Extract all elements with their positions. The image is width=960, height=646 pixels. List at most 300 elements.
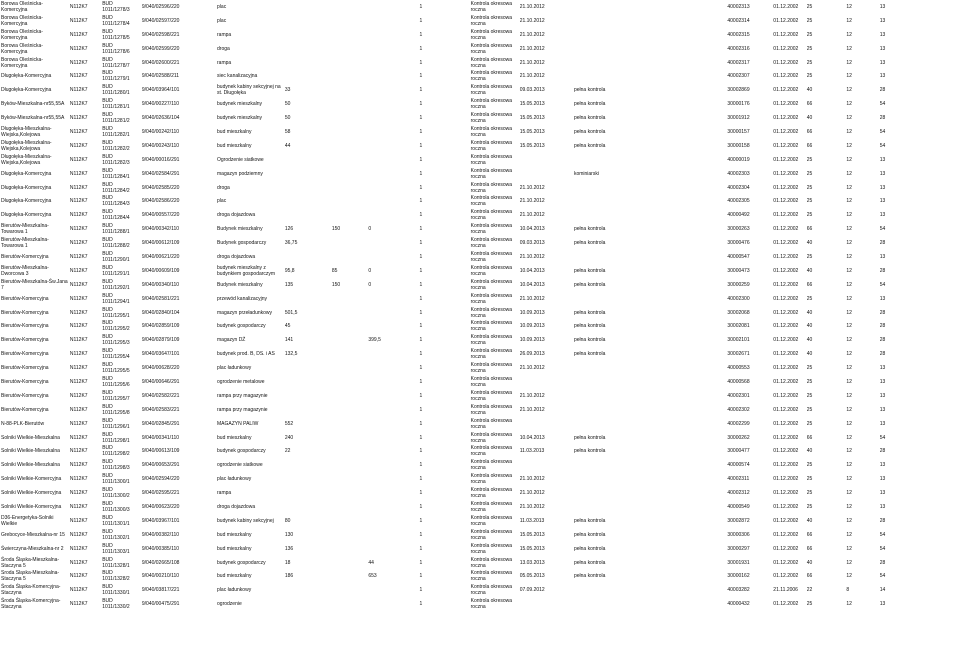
volume-cell <box>331 28 368 42</box>
area-cell: 80 <box>284 517 291 524</box>
inventory-number-cell: 9/040/00340/110 <box>141 281 180 288</box>
code-cell: N112K7 <box>69 476 88 483</box>
volume-cell <box>331 125 368 139</box>
description-cell: droga <box>217 45 230 52</box>
volume-cell <box>331 181 368 195</box>
bud-number-cell: BUD 1011/1282/2 <box>102 139 130 152</box>
table-row <box>0 542 906 556</box>
remaining-cell: 54 <box>879 226 886 233</box>
table-row <box>0 125 906 139</box>
table-row <box>0 333 906 347</box>
date-cell: 11.03.2013 <box>519 517 545 524</box>
asset-id-cell: 30000476 <box>727 240 750 247</box>
code-cell: N112K7 <box>69 337 88 344</box>
start-date-cell: 01.12.2002 <box>773 31 799 38</box>
start-date-cell: 01.12.2002 <box>773 115 799 122</box>
inventory-number-cell: 9/040/02600/221 <box>141 59 180 66</box>
start-date-cell: 01.12.2002 <box>773 448 799 455</box>
total-cell: 25 <box>806 601 813 608</box>
total-cell: 66 <box>806 101 813 108</box>
description-cell: magazyn podziemny <box>217 170 263 177</box>
volume-cell <box>331 14 368 28</box>
volume-cell <box>331 56 368 70</box>
start-date-cell: 01.12.2002 <box>773 559 799 566</box>
asset-id-cell: 30000297 <box>727 545 750 552</box>
scope-cell: pełna kontrola <box>573 281 606 288</box>
bud-number-cell: BUD 1011/1284/3 <box>102 195 130 208</box>
period-cell: 12 <box>846 45 852 52</box>
total-cell: 66 <box>806 142 813 149</box>
table-row <box>0 306 906 320</box>
start-date-cell: 01.12.2002 <box>773 462 799 469</box>
location-cell: Środa Śląska-Mieszkalna-Staczyna 5 <box>1 570 60 583</box>
area-cell: 36,75 <box>284 240 298 247</box>
volume-cell <box>331 556 368 570</box>
area-cell <box>284 42 331 56</box>
asset-id-cell: 40000553 <box>727 365 750 372</box>
bud-number-cell: BUD 1011/1295/2 <box>102 320 130 333</box>
inspection-type-cell: Kontrola okresowa roczna <box>470 139 513 152</box>
inspection-type-cell: Kontrola okresowa roczna <box>470 98 513 111</box>
period-cell: 12 <box>846 323 852 330</box>
description-cell: bud mieszkalny <box>217 545 252 552</box>
extra-area-cell: 0 <box>368 267 372 274</box>
remaining-cell: 13 <box>879 31 886 38</box>
area-cell <box>284 69 331 83</box>
scope-cell <box>573 56 726 70</box>
inventory-number-cell: 9/040/02845/291 <box>141 420 180 427</box>
location-cell: Borowa Oleśnicka-Komercyjna <box>1 28 43 41</box>
date-cell: 21.10.2012 <box>519 365 545 372</box>
remaining-cell: 13 <box>879 212 886 219</box>
start-date-cell: 01.12.2002 <box>773 142 799 149</box>
scope-cell: pełna kontrola <box>573 87 606 94</box>
extra-area-cell <box>367 111 418 125</box>
inspection-type-cell: Kontrola okresowa roczna <box>470 445 513 458</box>
remaining-cell: 28 <box>879 337 886 344</box>
volume-cell <box>331 445 368 459</box>
inventory-number-cell: 9/040/02581/221 <box>141 295 180 302</box>
inventory-number-cell: 9/040/00210/110 <box>141 573 180 580</box>
inspection-type-cell: Kontrola okresowa roczna <box>470 417 513 430</box>
date-cell: 10.04.2013 <box>519 267 545 274</box>
scope-cell: pełna kontrola <box>573 309 606 316</box>
description-cell: budynek kabiny sekcyjnej <box>217 517 274 524</box>
code-cell: N112K7 <box>69 101 88 108</box>
table-row <box>0 389 906 403</box>
code-cell: N112K7 <box>69 365 88 372</box>
table-row <box>0 42 906 56</box>
remaining-cell: 54 <box>879 545 886 552</box>
description-cell: droga dojazdowa <box>217 253 256 260</box>
start-date-cell: 01.12.2002 <box>773 128 799 135</box>
inventory-number-cell: 9/040/00646/291 <box>141 378 180 385</box>
area-cell: 126 <box>284 226 294 233</box>
volume-cell <box>331 69 368 83</box>
bud-number-cell: BUD 1011/1298/3 <box>102 459 130 472</box>
quantity-cell: 1 <box>419 406 423 413</box>
bud-number-cell: BUD 1011/1300/1 <box>102 473 130 486</box>
bud-number-cell: BUD 1011/1279/1 <box>102 70 130 83</box>
remaining-cell: 28 <box>879 517 886 524</box>
volume-cell <box>331 292 368 306</box>
code-cell: N112K7 <box>69 73 88 80</box>
description-cell: budynek prod. B, DS. i AS <box>217 351 275 358</box>
location-cell: Długołęka-Komercyjna <box>1 170 52 177</box>
inventory-number-cell: 9/040/00628/220 <box>141 365 180 372</box>
code-cell: N112K7 <box>69 198 88 205</box>
remaining-cell: 54 <box>879 142 886 149</box>
quantity-cell: 1 <box>419 240 423 247</box>
description-cell: budynek gospodarczy <box>217 559 266 566</box>
asset-id-cell: 30002872 <box>727 517 750 524</box>
scope-cell <box>573 389 726 403</box>
bud-number-cell: BUD 1011/1292/1 <box>102 278 130 291</box>
bud-number-cell: BUD 1011/1284/2 <box>102 181 130 194</box>
total-cell: 25 <box>806 212 813 219</box>
quantity-cell: 1 <box>419 559 423 566</box>
quantity-cell: 1 <box>419 545 423 552</box>
bud-number-cell: BUD 1011/1300/2 <box>102 487 130 500</box>
scope-cell <box>573 194 726 208</box>
quantity-cell: 1 <box>419 170 423 177</box>
period-cell: 12 <box>846 156 852 163</box>
remaining-cell: 13 <box>879 59 886 66</box>
quantity-cell: 1 <box>419 253 423 260</box>
extra-area-cell: 0 <box>368 226 372 233</box>
bud-number-cell: BUD 1011/1278/5 <box>102 28 130 41</box>
remaining-cell: 28 <box>879 323 886 330</box>
code-cell: N112K7 <box>69 170 88 177</box>
description-cell: budynek mieszkalny <box>217 115 263 122</box>
period-cell: 12 <box>846 142 852 149</box>
date-cell: 10.04.2013 <box>519 226 545 233</box>
volume-cell <box>331 375 368 389</box>
quantity-cell: 1 <box>419 476 423 483</box>
quantity-cell: 1 <box>419 3 423 10</box>
volume-cell <box>331 361 368 375</box>
code-cell: N112K7 <box>69 184 88 191</box>
extra-area-cell <box>367 208 418 222</box>
code-cell: N112K7 <box>69 226 88 233</box>
scope-cell <box>573 0 726 14</box>
description-cell: droga dojazdowa <box>217 212 256 219</box>
code-cell: N112K7 <box>69 323 88 330</box>
quantity-cell: 1 <box>419 295 423 302</box>
date-cell <box>519 153 573 167</box>
period-cell: 12 <box>846 226 852 233</box>
location-cell: Bierutów-Komercyjna <box>1 337 49 344</box>
total-cell: 25 <box>806 31 813 38</box>
inventory-number-cell: 9/040/02584/291 <box>141 170 180 177</box>
bud-number-cell: BUD 1011/1295/7 <box>102 389 130 402</box>
area-cell <box>284 153 331 167</box>
total-cell: 25 <box>806 295 813 302</box>
table-row <box>0 264 906 278</box>
quantity-cell: 1 <box>419 212 423 219</box>
remaining-cell: 13 <box>879 365 886 372</box>
scope-cell <box>573 500 726 514</box>
quantity-cell: 1 <box>419 115 423 122</box>
location-cell: Bierutów-Mieszkalna-Towarowa 1 <box>1 223 49 236</box>
asset-id-cell: 30002068 <box>727 309 750 316</box>
inventory-number-cell: 9/040/00653/291 <box>141 462 180 469</box>
scope-cell: pełna kontrola <box>573 337 606 344</box>
area-cell: 186 <box>284 573 294 580</box>
scope-cell: pełna kontrola <box>573 240 606 247</box>
location-cell: Solniki Wielkie-Mieszkalna <box>1 434 60 441</box>
table-row <box>0 250 906 264</box>
extra-area-cell <box>367 250 418 264</box>
quantity-cell: 1 <box>419 490 423 497</box>
period-cell: 12 <box>846 295 852 302</box>
inspection-type-cell: Kontrola okresowa roczna <box>470 473 513 486</box>
remaining-cell: 13 <box>879 184 886 191</box>
code-cell: N112K7 <box>69 87 88 94</box>
total-cell: 25 <box>806 59 813 66</box>
total-cell: 66 <box>806 226 813 233</box>
scope-cell <box>573 375 726 389</box>
inspection-type-cell: Kontrola okresowa roczna <box>470 28 513 41</box>
period-cell: 12 <box>846 101 852 108</box>
bud-number-cell: BUD 1011/1280/1 <box>102 84 130 97</box>
date-cell: 10.04.2013 <box>519 281 545 288</box>
inspection-type-cell: Kontrola okresowa roczna <box>470 584 513 597</box>
scope-cell <box>573 292 726 306</box>
volume-cell <box>331 528 368 542</box>
period-cell: 12 <box>846 253 852 260</box>
table-row <box>0 361 906 375</box>
total-cell: 66 <box>806 128 813 135</box>
code-cell: N112K7 <box>69 115 88 122</box>
total-cell: 25 <box>806 476 813 483</box>
code-cell: N112K7 <box>69 240 88 247</box>
asset-id-cell: 40002311 <box>727 476 750 483</box>
quantity-cell: 1 <box>419 142 423 149</box>
asset-id-cell: 40000432 <box>727 601 750 608</box>
remaining-cell: 28 <box>879 559 886 566</box>
total-cell: 25 <box>806 253 813 260</box>
inventory-number-cell: 9/040/00613/109 <box>141 448 180 455</box>
start-date-cell: 01.12.2002 <box>773 545 799 552</box>
extra-area-cell <box>367 181 418 195</box>
date-cell: 13.03.2013 <box>519 559 545 566</box>
period-cell: 12 <box>846 212 852 219</box>
extra-area-cell: 399,5 <box>368 337 381 344</box>
table-row <box>0 472 906 486</box>
bud-number-cell: BUD 1011/1278/3 <box>102 0 130 13</box>
inspection-type-cell: Kontrola okresowa roczna <box>470 237 513 250</box>
asset-id-cell: 30002671 <box>727 351 750 358</box>
area-cell: 95,8 <box>284 267 295 274</box>
table-row <box>0 403 906 417</box>
extra-area-cell <box>367 347 418 361</box>
description-cell: ogrodzenie metalowe <box>217 378 265 385</box>
inspection-type-cell: Kontrola okresowa roczna <box>470 403 513 416</box>
location-cell: Długołęka-Komercyjna <box>1 184 52 191</box>
location-cell: Długołęka-Komercyjna <box>1 87 52 94</box>
scope-cell: pełna kontrola <box>573 226 606 233</box>
extra-area-cell <box>367 0 418 14</box>
description-cell: plac <box>217 17 227 24</box>
start-date-cell: 01.12.2002 <box>773 184 799 191</box>
total-cell: 25 <box>806 170 813 177</box>
asset-id-cell: 40000547 <box>727 253 750 260</box>
code-cell: N112K7 <box>69 31 88 38</box>
total-cell: 25 <box>806 490 813 497</box>
bud-number-cell: BUD 1011/1278/6 <box>102 42 130 55</box>
date-cell: 21.10.2012 <box>519 406 545 413</box>
extra-area-cell <box>367 14 418 28</box>
code-cell: N112K7 <box>69 462 88 469</box>
period-cell: 8 <box>846 587 850 594</box>
quantity-cell: 1 <box>419 323 423 330</box>
area-cell <box>284 14 331 28</box>
period-cell: 12 <box>846 545 852 552</box>
scope-cell <box>573 153 726 167</box>
location-cell: Świerczyna-Mieszkalna-nr 2 <box>1 545 64 552</box>
inventory-number-cell: 9/040/02582/221 <box>141 392 180 399</box>
asset-id-cell: 30000158 <box>727 142 750 149</box>
scope-cell <box>573 472 726 486</box>
inspection-type-cell: Kontrola okresowa roczna <box>470 153 513 166</box>
total-cell: 40 <box>806 87 813 94</box>
total-cell: 25 <box>806 184 813 191</box>
inspection-type-cell: Kontrola okresowa roczna <box>470 598 513 611</box>
bud-number-cell: BUD 1011/1284/4 <box>102 209 130 222</box>
inventory-number-cell: 9/040/00243/110 <box>141 142 180 149</box>
inventory-number-cell: 9/040/00016/291 <box>141 156 180 163</box>
volume-cell <box>331 514 368 528</box>
inventory-number-cell: 9/040/02585/220 <box>141 184 180 191</box>
volume-cell <box>331 97 368 111</box>
start-date-cell: 01.12.2002 <box>773 295 799 302</box>
location-cell: Środa Śląska-Komercyjna-Staczyna <box>1 598 61 611</box>
asset-id-cell: 40002317 <box>727 59 750 66</box>
area-cell <box>284 389 331 403</box>
area-cell: 22 <box>284 448 291 455</box>
bud-number-cell: BUD 1011/1295/8 <box>102 403 130 416</box>
description-cell: budynek gospodarczy <box>217 323 266 330</box>
period-cell: 12 <box>846 573 852 580</box>
table-row <box>0 431 906 445</box>
total-cell: 25 <box>806 462 813 469</box>
area-cell: 501,5 <box>284 309 298 316</box>
asset-id-cell: 30000162 <box>727 573 750 580</box>
remaining-cell: 13 <box>879 476 886 483</box>
location-cell: Bierutów-Komercyjna <box>1 253 49 260</box>
remaining-cell: 54 <box>879 281 886 288</box>
inspection-type-cell: Kontrola okresowa roczna <box>470 264 513 277</box>
start-date-cell: 01.12.2002 <box>773 517 799 524</box>
area-cell <box>284 194 331 208</box>
volume-cell <box>331 347 368 361</box>
code-cell: N112K7 <box>69 17 88 24</box>
inspection-type-cell: Kontrola okresowa roczna <box>470 431 513 444</box>
area-cell: 33 <box>284 87 291 94</box>
date-cell: 21.10.2012 <box>519 476 545 483</box>
asset-id-cell: 40002315 <box>727 31 750 38</box>
bud-number-cell: BUD 1011/1298/2 <box>102 445 130 458</box>
quantity-cell: 1 <box>419 351 423 358</box>
area-cell <box>284 583 331 597</box>
extra-area-cell <box>367 389 418 403</box>
location-cell: Środa Śląska-Komercyjna-Staczyna <box>1 584 61 597</box>
quantity-cell: 1 <box>419 434 423 441</box>
extra-area-cell: 653 <box>368 573 377 580</box>
start-date-cell: 01.12.2002 <box>773 337 799 344</box>
period-cell: 12 <box>846 601 852 608</box>
description-cell: plac <box>217 3 227 10</box>
description-cell: MAGAZYN PALIW <box>217 420 259 427</box>
inventory-number-cell: 9/040/02636/104 <box>141 115 180 122</box>
extra-area-cell <box>367 125 418 139</box>
remaining-cell: 13 <box>879 3 886 10</box>
location-cell: Środa Śląska-Mieszkalna-Staczyna 5 <box>1 556 60 569</box>
quantity-cell: 1 <box>419 267 423 274</box>
date-cell <box>519 375 573 389</box>
location-cell: Grebocyce-Mieszkalna-nr 15 <box>1 531 65 538</box>
description-cell: siec kanalizacyjna <box>217 73 258 80</box>
total-cell: 25 <box>806 365 813 372</box>
inspection-type-cell: Kontrola okresowa roczna <box>470 501 513 513</box>
extra-area-cell <box>367 486 418 500</box>
code-cell: N112K7 <box>69 420 88 427</box>
table-row <box>0 500 906 514</box>
extra-area-cell <box>367 42 418 56</box>
date-cell: 15.05.2013 <box>519 101 545 108</box>
asset-id-cell: 40002316 <box>727 45 750 52</box>
extra-area-cell <box>367 139 418 153</box>
bud-number-cell: BUD 1011/1288/1 <box>102 223 130 236</box>
remaining-cell: 13 <box>879 253 886 260</box>
bud-number-cell: BUD 1011/1282/1 <box>102 125 130 138</box>
inspection-type-cell: Kontrola okresowa roczna <box>470 528 513 541</box>
total-cell: 40 <box>806 559 813 566</box>
remaining-cell: 13 <box>879 462 886 469</box>
scope-cell <box>573 28 726 42</box>
start-date-cell: 01.12.2002 <box>773 378 799 385</box>
start-date-cell: 01.12.2002 <box>773 17 799 24</box>
inventory-number-cell: 9/040/00242/110 <box>141 128 180 135</box>
period-cell: 12 <box>846 448 852 455</box>
remaining-cell: 13 <box>879 378 886 385</box>
inspection-type-cell: Kontrola okresowa roczna <box>470 375 513 388</box>
remaining-cell: 28 <box>879 448 886 455</box>
table-row <box>0 347 906 361</box>
period-cell: 12 <box>846 406 852 413</box>
bud-number-cell: BUD 1011/1328/2 <box>102 570 130 583</box>
code-cell: N112K7 <box>69 59 88 66</box>
period-cell: 12 <box>846 420 852 427</box>
code-cell: N112K7 <box>69 142 88 149</box>
table-row <box>0 556 906 570</box>
period-cell: 12 <box>846 59 852 66</box>
description-cell: magazyn przeładunkowy <box>217 309 273 316</box>
asset-id-cell: 40002305 <box>727 198 750 205</box>
total-cell: 66 <box>806 281 813 288</box>
period-cell: 12 <box>846 73 852 80</box>
description-cell: bud mieszkalny <box>217 573 252 580</box>
extra-area-cell <box>367 458 418 472</box>
asset-id-cell: 40002314 <box>727 17 750 24</box>
inventory-number-cell: 9/040/02586/220 <box>141 198 180 205</box>
asset-id-cell: 40000574 <box>727 462 750 469</box>
table-row <box>0 69 906 83</box>
description-cell: magazyn DŹ <box>217 337 246 344</box>
bud-number-cell: BUD 1011/1302/1 <box>102 528 130 541</box>
asset-id-cell: 40000019 <box>727 156 750 163</box>
